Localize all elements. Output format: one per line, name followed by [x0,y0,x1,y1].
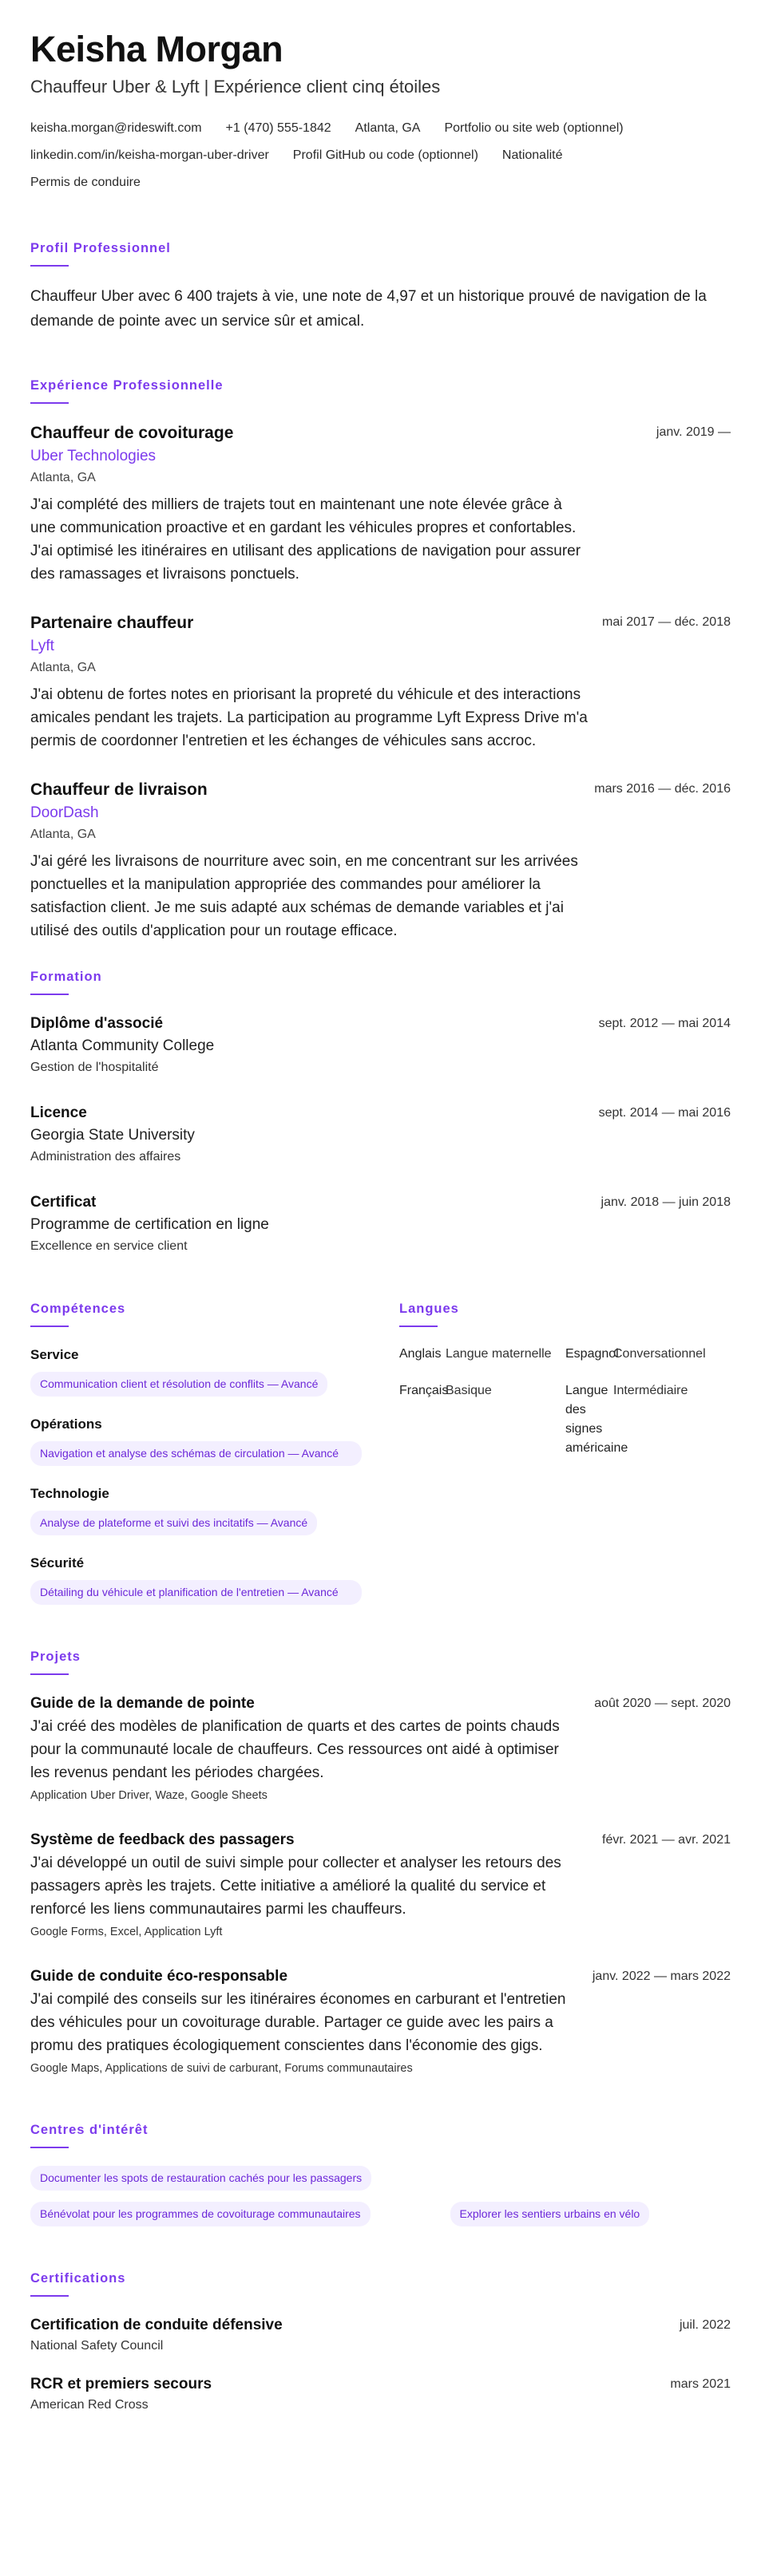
education-date: janv. 2018 — juin 2018 [600,1195,731,1209]
skills-section [30,1300,362,1605]
contact-nationality: Nationalité [501,148,563,162]
job-entry [30,611,731,753]
candidate-name: Keisha Morgan [30,29,283,69]
contact-github[interactable]: Profil GitHub ou code (optionnel) [292,148,478,162]
education-field: Excellence en service client [30,1239,188,1253]
certification-date: juil. 2022 [679,2318,731,2332]
job-location: Atlanta, GA [30,828,96,841]
skill-tag: Communication client et résolution de conflits — Avancé [30,1372,327,1397]
interest-tag: Explorer les sentiers urbains en vélo [450,2202,650,2226]
section-divider [30,2147,69,2148]
skill-tag: Analyse de plateforme et suivi des incitatifs — Avancé [30,1511,317,1535]
projects-section [30,1648,731,2078]
experience-section [30,377,731,942]
contact-location: Atlanta, GA [355,121,421,135]
section-divider [30,1326,69,1327]
language-level: Langue maternelle [446,1347,552,1361]
job-description: J'ai obtenu de fortes notes en priorisant la propreté du véhicule et des interactions amicales pendant les trajets. La participation au programme Lyft Express Drive m'a permis de coordonner l'entretien et les échanges de véhicules sans accroc. [30,686,588,749]
language-level: Basique [446,1384,492,1397]
contact-phone[interactable]: +1 (470) 555-1842 [225,121,331,135]
certification-issuer: American Red Cross [30,2398,149,2412]
certification-entry [30,2314,731,2356]
skill-category: Sécurité [30,1555,85,1570]
education-school: Georgia State University [30,1127,195,1144]
certifications-section [30,2270,731,2415]
job-title: Chauffeur de livraison [30,780,208,799]
section-title-experience: Expérience Professionnelle [30,378,224,393]
contact-info [30,115,717,196]
project-description: J'ai développé un outil de suivi simple pour collecter et analyser les retours des passagers après les trajets. Cette initiative a amélioré la qualité du service et renforcé les liens communautaires parmi les chauffeurs. [30,1855,561,1918]
contact-portfolio[interactable]: Portfolio ou site web (optionnel) [444,121,624,135]
section-divider [30,265,69,267]
project-tech: Application Uber Driver, Waze, Google Sheets [30,1789,268,1802]
language-name: Anglais [399,1347,442,1361]
contact-email[interactable]: keisha.morgan@rideswift.com [30,121,202,135]
skill-tag: Navigation et analyse des schémas de circulation — Avancé [30,1441,362,1466]
education-degree: Certificat [30,1194,97,1211]
job-description: J'ai géré les livraisons de nourriture avec soin, en me concentrant sur les arrivées ponctuelles et la manipulation appropriée des commandes pour améliorer la satisfaction client. Je me suis adapté aux schémas de demande variables et j'ai utilisé des outils d'application pour un routage efficace. [30,853,578,939]
certification-entry [30,2373,731,2415]
interest-tag: Documenter les spots de restauration cachés pour les passagers [30,2166,371,2191]
project-tech: Google Forms, Excel, Application Lyft [30,1926,223,1938]
section-divider [30,994,69,995]
profile-summary: Chauffeur Uber avec 6 400 trajets à vie, une note de 4,97 et un historique prouvé de navigation de la demande de pointe avec un service sûr et amical. [30,288,707,330]
job-company: Uber Technologies [30,448,157,464]
language-name: Langue des signes américaine [565,1384,628,1455]
section-divider [30,402,69,404]
job-date: mars 2016 — déc. 2016 [594,782,731,796]
project-date: août 2020 — sept. 2020 [594,1697,731,1710]
education-section [30,968,731,1257]
job-entry [30,778,731,942]
education-entry [30,1013,731,1078]
project-title: Système de feedback des passagers [30,1831,295,1848]
education-entry [30,1102,731,1167]
job-location: Atlanta, GA [30,471,96,484]
job-location: Atlanta, GA [30,661,96,674]
project-title: Guide de la demande de pointe [30,1695,255,1712]
section-title-certifications: Certifications [30,2271,126,2286]
languages-section [399,1300,731,1605]
section-divider [399,1326,438,1327]
project-entry [30,1966,731,2078]
languages-list [399,1345,731,1458]
section-divider [30,2295,69,2297]
project-title: Guide de conduite éco-responsable [30,1968,288,1985]
job-entry [30,421,731,586]
education-school: Atlanta Community College [30,1037,215,1054]
education-field: Administration des affaires [30,1150,181,1164]
job-title: Chauffeur de covoiturage [30,424,234,442]
contact-linkedin[interactable]: linkedin.com/in/keisha-morgan-uber-driver [30,148,269,162]
language-level: Conversationnel [613,1347,706,1361]
project-date: févr. 2021 — avr. 2021 [602,1833,731,1847]
project-description: J'ai compilé des conseils sur les itinéraires économes en carburant et l'entretien des véhicules pour un covoiturage durable. Partager ce guide avec les pairs a promu des pratiques écologiquement conscientes dans l'économie des gigs. [30,1991,566,2054]
education-school: Programme de certification en ligne [30,1216,269,1233]
section-title-education: Formation [30,970,102,984]
project-date: janv. 2022 — mars 2022 [592,1970,731,1983]
education-field: Gestion de l'hospitalité [30,1061,159,1074]
project-entry [30,1693,731,1805]
contact-license: Permis de conduire [30,176,141,189]
skill-category: Technologie [30,1486,109,1501]
job-title: Partenaire chauffeur [30,614,194,632]
interests-list [30,2166,733,2238]
interest-tag: Bénévolat pour les programmes de covoiturage communautaires [30,2202,371,2226]
job-description: J'ai complété des milliers de trajets tout en maintenant une note élevée grâce à une communication proactive et en gardant les véhicules propres et confortables. J'ai optimisé les itinéraires en utilisant des applications de navigation pour assurer des ramassages et livraisons ponctuels. [30,496,581,583]
job-date: janv. 2019 — [656,425,731,439]
section-title-interests: Centres d'intérêt [30,2123,149,2137]
section-title-languages: Langues [399,1302,459,1316]
section-title-skills: Compétences [30,1302,126,1316]
resume-header [30,29,731,196]
section-title-projects: Projets [30,1650,81,1664]
project-description: J'ai créé des modèles de planification de quarts et des cartes de points chauds pour la communauté locale de chauffeurs. Ces ressources ont aidé à optimiser les revenus pendant les périodes chargées. [30,1718,560,1781]
certification-issuer: National Safety Council [30,2339,164,2353]
language-name: Espagnol [565,1347,619,1361]
language-name: Français [399,1384,449,1397]
section-divider [30,1673,69,1675]
candidate-headline: Chauffeur Uber & Lyft | Expérience client cinq étoiles [30,77,441,97]
education-degree: Diplôme d'associé [30,1015,164,1032]
job-company: DoorDash [30,804,99,821]
job-company: Lyft [30,638,54,654]
job-date: mai 2017 — déc. 2018 [602,615,731,629]
interests-section [30,2121,731,2238]
education-date: sept. 2012 — mai 2014 [598,1017,731,1030]
language-level: Intermédiaire [613,1384,688,1397]
project-tech: Google Maps, Applications de suivi de carburant, Forums communautaires [30,2062,413,2075]
education-entry [30,1191,731,1257]
section-title-profile: Profil Professionnel [30,241,171,255]
skill-tag: Détailing du véhicule et planification de l'entretien — Avancé [30,1580,362,1605]
skill-category: Service [30,1347,79,1362]
skills-languages-row [30,1300,731,1605]
project-entry [30,1829,731,1942]
certification-name: RCR et premiers secours [30,2376,212,2392]
certification-date: mars 2021 [670,2377,731,2391]
skill-category: Opérations [30,1416,102,1432]
certification-name: Certification de conduite défensive [30,2317,283,2333]
profile-section [30,239,731,334]
education-date: sept. 2014 — mai 2016 [598,1106,731,1120]
education-degree: Licence [30,1104,87,1121]
